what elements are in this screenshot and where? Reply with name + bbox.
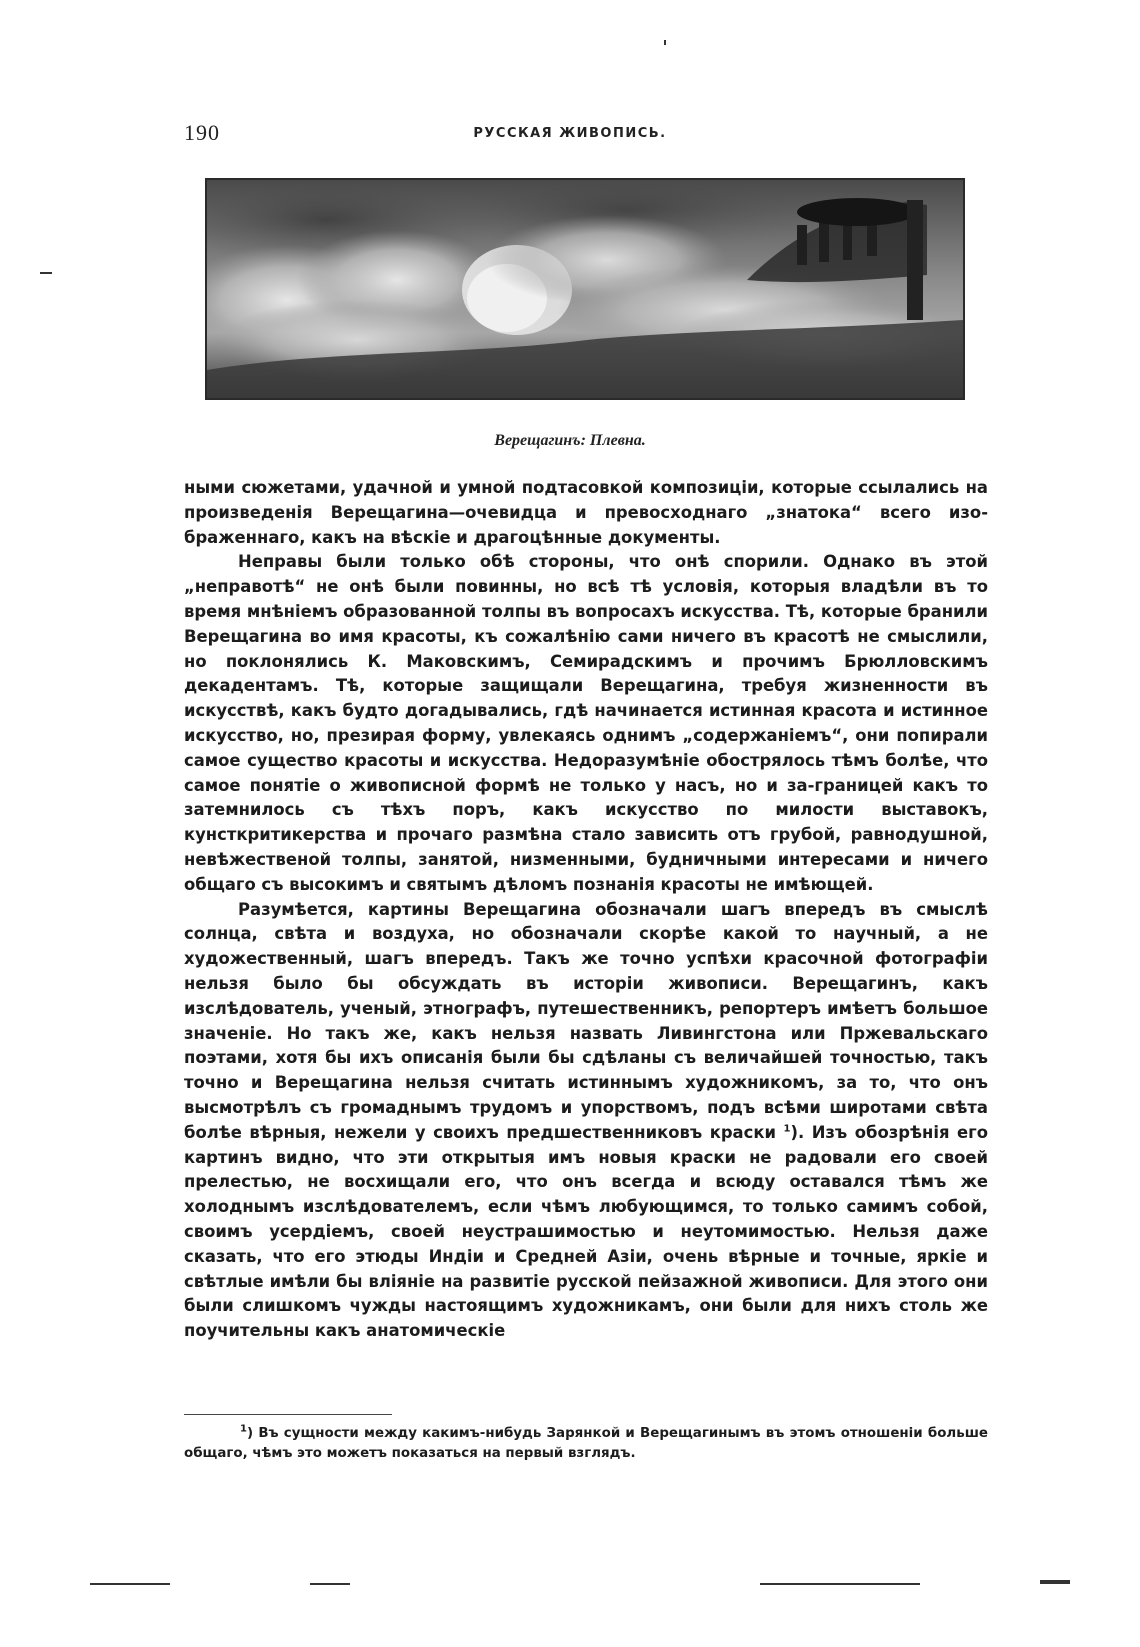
scan-speck	[1040, 1580, 1070, 1584]
scan-speck	[310, 1583, 350, 1585]
figure-caption: Верещагинъ: Плевна.	[494, 432, 646, 449]
footnote	[184, 1424, 988, 1464]
paragraph: ными сюжетами, удачной и умной подтасовкой композиціи, которые ссылались на произведенія Верещагина—очевидца и превосходнаго „знатока“ всего изображеннаго, какъ на вѣскіе и драгоцѣнные документы.	[184, 478, 988, 547]
footnote-divider	[184, 1414, 392, 1415]
paragraph-text: ). Изъ обозрѣнія его картинъ видно, что эти открытыя имъ новыя краски не радовали его своей прелестью, не восхищали его, что онъ всегда и всюду оставался тѣмъ же холоднымъ изслѣдователемъ, если чѣмъ любующимся, то только самимъ собой, своимъ усердіемъ, своей неустрашимостью и неутомимостью. Нельзя даже сказать, что его этюды Индіи и Средней Азіи, очень вѣрные и точные, яркіе и свѣтлые имѣли бы вліяніе на развитіе русской пейзажной живописи. Для этого они были слишкомъ чужды настоящимъ художникамъ, они были для нихъ столь же поучительны какъ анатомическіе	[184, 1122, 988, 1341]
illustration-plevna	[205, 178, 965, 400]
body-text	[184, 476, 988, 1344]
footnote-text: ) Въ сущности между какимъ-нибудь Зарянкой и Верещагинымъ въ этомъ отношеніи больше общаго, чѣмъ это можетъ показаться на первый взглядъ.	[184, 1426, 988, 1461]
running-title: РУССКАЯ ЖИВОПИСЬ.	[473, 126, 667, 141]
paragraph-text: Разумѣется, картины Верещагина обозначали шагъ впередъ въ смыслѣ солнца, свѣта и воздуха, но обозначали скорѣе какой то научный, а не художественный, шагъ впередъ. Такъ же точно успѣхи красочной фотографіи нельзя было бы обсуждать въ исторіи живописи. Верещагинъ, какъ изслѣдователь, ученый, этнографъ, путешественникъ, репортеръ имѣетъ большое значеніе. Но такъ же, какъ нельзя назвать Ливингстона или Пржевальскаго поэтами, хотя бы ихъ описанія были бы сдѣланы съ величайшей точностью, такъ точно и Верещагина нельзя считать истиннымъ художникомъ, за то, что онъ высмотрѣлъ съ громаднымъ трудомъ и упорствомъ, подъ всѣми широтами свѣта болѣе вѣрныя, нежели у своихъ предшественниковъ краски	[184, 899, 988, 1142]
paragraph	[184, 898, 988, 1344]
scan-speck	[664, 40, 666, 45]
paragraph: Неправы были только обѣ стороны, что онѣ спорили. Однако въ этой „неправотѣ“ не онѣ были повинны, но всѣ тѣ условія, которыя владѣли въ то время мнѣніемъ образованной толпы въ вопросахъ искусства. Тѣ, которые бранили Верещагина во имя красоты, къ сожалѣнію сами ничего въ красотѣ не смыслили, но поклонялись К. Маковскимъ, Семирадскимъ и прочимъ Брюлловскимъ декадентамъ. Тѣ, которые защищали Верещагина, требуя жизненности въ искусствѣ, какъ будто догадывались, гдѣ начинается истинная красота и истинное искусство, но, презирая форму, увлекаясь однимъ „содержаніемъ“, они попирали самое существо красоты и искусства. Недоразумѣніе обострялось тѣмъ болѣе, что самое понятіе о живописной формѣ не только у насъ, но и за-границей какъ то затемнилось съ тѣхъ поръ, какъ искусство по милости выставокъ, кунсткритикерства и прочаго размѣна стало зависить отъ грубой, равнодушной, невѣжественой толпы, занятой, низменными, будничными интересами и ничего общаго съ высокимъ и святымъ дѣломъ познанія красоты не имѣющей.	[184, 552, 988, 894]
painting-image	[207, 180, 963, 398]
footnote-marker: 1	[240, 1423, 247, 1435]
scan-speck	[90, 1583, 170, 1585]
scan-speck	[40, 272, 52, 274]
footnote-reference: 1	[783, 1123, 791, 1135]
page-number: 190	[184, 120, 220, 145]
scan-speck	[760, 1583, 920, 1585]
